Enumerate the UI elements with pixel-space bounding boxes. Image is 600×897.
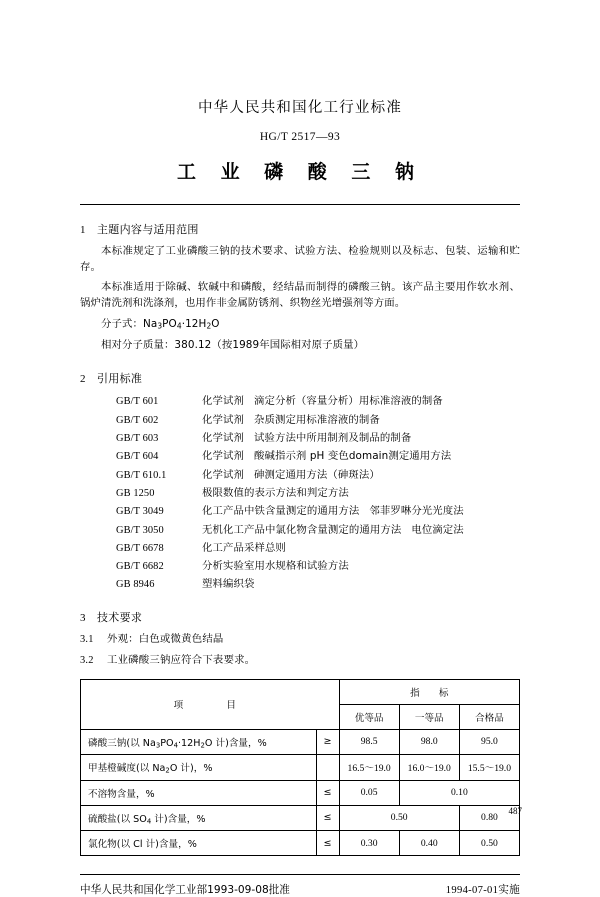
table-cell-comparator: ≥	[316, 729, 339, 755]
list-item	[80, 504, 520, 520]
list-item	[80, 449, 520, 465]
subsection-number-3-2: 3.2	[80, 654, 94, 666]
table-cell-value: 16.5～19.0	[339, 755, 399, 781]
table-cell-value: 15.5～19.0	[459, 755, 519, 781]
table-cell-comparator: ≤	[316, 805, 339, 831]
table-cell-value: 0.05	[339, 780, 399, 805]
list-item	[80, 394, 520, 410]
reference-name: 化学试剂	[202, 468, 244, 481]
reference-desc: 邻菲罗啉分光光度法	[369, 505, 464, 518]
table-row	[81, 831, 520, 856]
document-body	[80, 222, 520, 669]
table-cell-value: 0.10	[399, 780, 519, 805]
column-header-grade-3: 合格品	[459, 704, 519, 729]
reference-code: GB/T 604	[116, 451, 159, 463]
table-cell-comparator	[316, 755, 339, 781]
list-item	[80, 413, 520, 429]
column-header-grade-1: 优等品	[339, 704, 399, 729]
section-title-3: 技术要求	[97, 611, 143, 625]
reference-list	[80, 394, 520, 593]
standard-code: HG/T 2517—93	[259, 131, 341, 143]
footer-divider	[80, 874, 520, 875]
table-cell-comparator: ≤	[316, 831, 339, 856]
section-heading-3	[80, 610, 520, 627]
reference-desc: 试验方法中所用制剂及制品的制备	[253, 431, 412, 444]
section-1-paragraph-1: 本标准规定了工业磷酸三钠的技术要求、试验方法、检验规则以及标志、包装、运输和贮存。	[80, 244, 520, 273]
reference-code: GB/T 6682	[116, 561, 164, 573]
table-row	[81, 729, 520, 755]
section-heading-1	[80, 222, 520, 239]
section-title-1: 主题内容与适用范围	[97, 223, 199, 236]
table-cell-value: 0.30	[339, 831, 399, 856]
section-1-molar-mass: 相对分子质量：380.12（按1989年国际相对原子质量）	[101, 338, 365, 351]
reference-name: 无机化工产品中氯化物含量测定的通用方法	[202, 523, 402, 536]
reference-code: GB/T 603	[116, 432, 159, 444]
subsection-3-2	[80, 653, 520, 669]
reference-name: 塑料编织袋	[202, 578, 255, 591]
section-1-formula: 分子式：$Na_3PO_4\cdot 12H_2O$	[101, 317, 220, 331]
reference-desc: 滴定分析（容量分析）用标准溶液的制备	[253, 395, 443, 408]
subsection-text-3-1: 外观：白色或微黄色结晶	[107, 632, 224, 645]
reference-name: 极限数值的表示方法和判定方法	[202, 486, 349, 499]
list-item	[80, 577, 520, 593]
reference-desc: 杂质测定用标准溶液的制备	[253, 413, 380, 426]
table-cell-comparator: ≤	[316, 780, 339, 805]
reference-name: 化学试剂	[202, 450, 244, 463]
page-title: 工 业 磷 酸 三 钠	[176, 161, 424, 183]
table-header-row	[81, 679, 520, 704]
table-row	[81, 755, 520, 781]
list-item	[80, 523, 520, 539]
reference-code: GB/T 602	[116, 414, 159, 426]
reference-name: 分析实验室用水规格和试验方法	[202, 560, 349, 573]
reference-code: GB/T 3049	[116, 506, 164, 518]
table-cell-value: 0.80	[459, 805, 519, 831]
table-row	[81, 805, 520, 831]
reference-name: 化工产品中铁含量测定的通用方法	[202, 505, 360, 518]
section-title-2: 引用标准	[97, 371, 143, 385]
approval-statement: 中华人民共和国化学工业部1993-09-08批准	[80, 884, 290, 897]
reference-name: 化学试剂	[202, 413, 244, 426]
table-cell-item: 甲基橙碱度(以 $Na_2O$ 计)，%	[81, 755, 317, 781]
section-1-paragraph-2: 本标准适用于除碱、软碱中和磷酸，经结晶而制得的磷酸三钠。该产品主要用作软水剂、锅炉清洗剂和洗涤剂，也用作非金属防锈剂、织物丝光增强剂等方面。	[80, 281, 520, 310]
page-number: 487	[508, 806, 522, 816]
column-header-grade-2: 一等品	[399, 704, 459, 729]
table-row	[81, 780, 520, 805]
list-item	[80, 431, 520, 447]
reference-code: GB 1250	[116, 487, 155, 499]
column-header-item: 项 目	[81, 679, 340, 729]
list-item	[80, 541, 520, 557]
document-footer	[80, 874, 520, 897]
column-header-index: 指 标	[339, 679, 519, 704]
reference-name: 化学试剂	[202, 431, 244, 444]
reference-code: GB/T 6678	[116, 542, 164, 554]
table-cell-value: 0.50	[339, 805, 459, 831]
reference-name: 化工产品采样总则	[202, 541, 286, 554]
section-number-3: 3	[80, 612, 86, 625]
subsection-text-3-2: 工业磷酸三钠应符合下表要求。	[107, 653, 256, 666]
section-heading-2	[80, 371, 520, 388]
reference-desc: 酸碱指示剂 pH 变色domain测定通用方法	[253, 450, 452, 463]
reference-desc: 砷测定通用方法（砷斑法）	[253, 468, 380, 481]
section-number-2: 2	[80, 372, 86, 385]
reference-desc: 电位滴定法	[411, 523, 464, 536]
reference-code: GB/T 3050	[116, 524, 164, 536]
table-cell-item: 不溶物含量，%	[81, 780, 317, 805]
reference-code: GB/T 601	[116, 396, 159, 408]
list-item	[80, 559, 520, 575]
subsection-number-3-1: 3.1	[80, 633, 94, 645]
table-cell-value: 0.40	[399, 831, 459, 856]
specification-table	[80, 679, 520, 857]
list-item	[80, 468, 520, 484]
table-cell-value: 0.50	[459, 831, 519, 856]
table-cell-value: 98.0	[399, 729, 459, 755]
section-number-1: 1	[80, 224, 86, 236]
table-cell-item: 硫酸盐(以 $SO_4$ 计)含量，%	[81, 805, 317, 831]
list-item	[80, 486, 520, 502]
subsection-3-1	[80, 632, 520, 648]
table-cell-item: 磷酸三钠(以 $Na_3PO_4\cdot 12H_2O$ 计)含量，%	[81, 729, 317, 755]
reference-name: 化学试剂	[202, 395, 244, 408]
effective-date: 1994-07-01实施	[445, 885, 520, 897]
table-cell-item: 氯化物(以 Cl 计)含量，%	[81, 831, 317, 856]
reference-code: GB 8946	[116, 579, 155, 591]
header-divider	[80, 204, 520, 205]
table-cell-value: 95.0	[459, 729, 519, 755]
table-cell-value: 16.0～19.0	[399, 755, 459, 781]
standard-organization: 中华人民共和国化工行业标准	[197, 100, 403, 116]
table-cell-value: 98.5	[339, 729, 399, 755]
reference-code: GB/T 610.1	[116, 469, 167, 481]
document-header	[0, 96, 600, 184]
